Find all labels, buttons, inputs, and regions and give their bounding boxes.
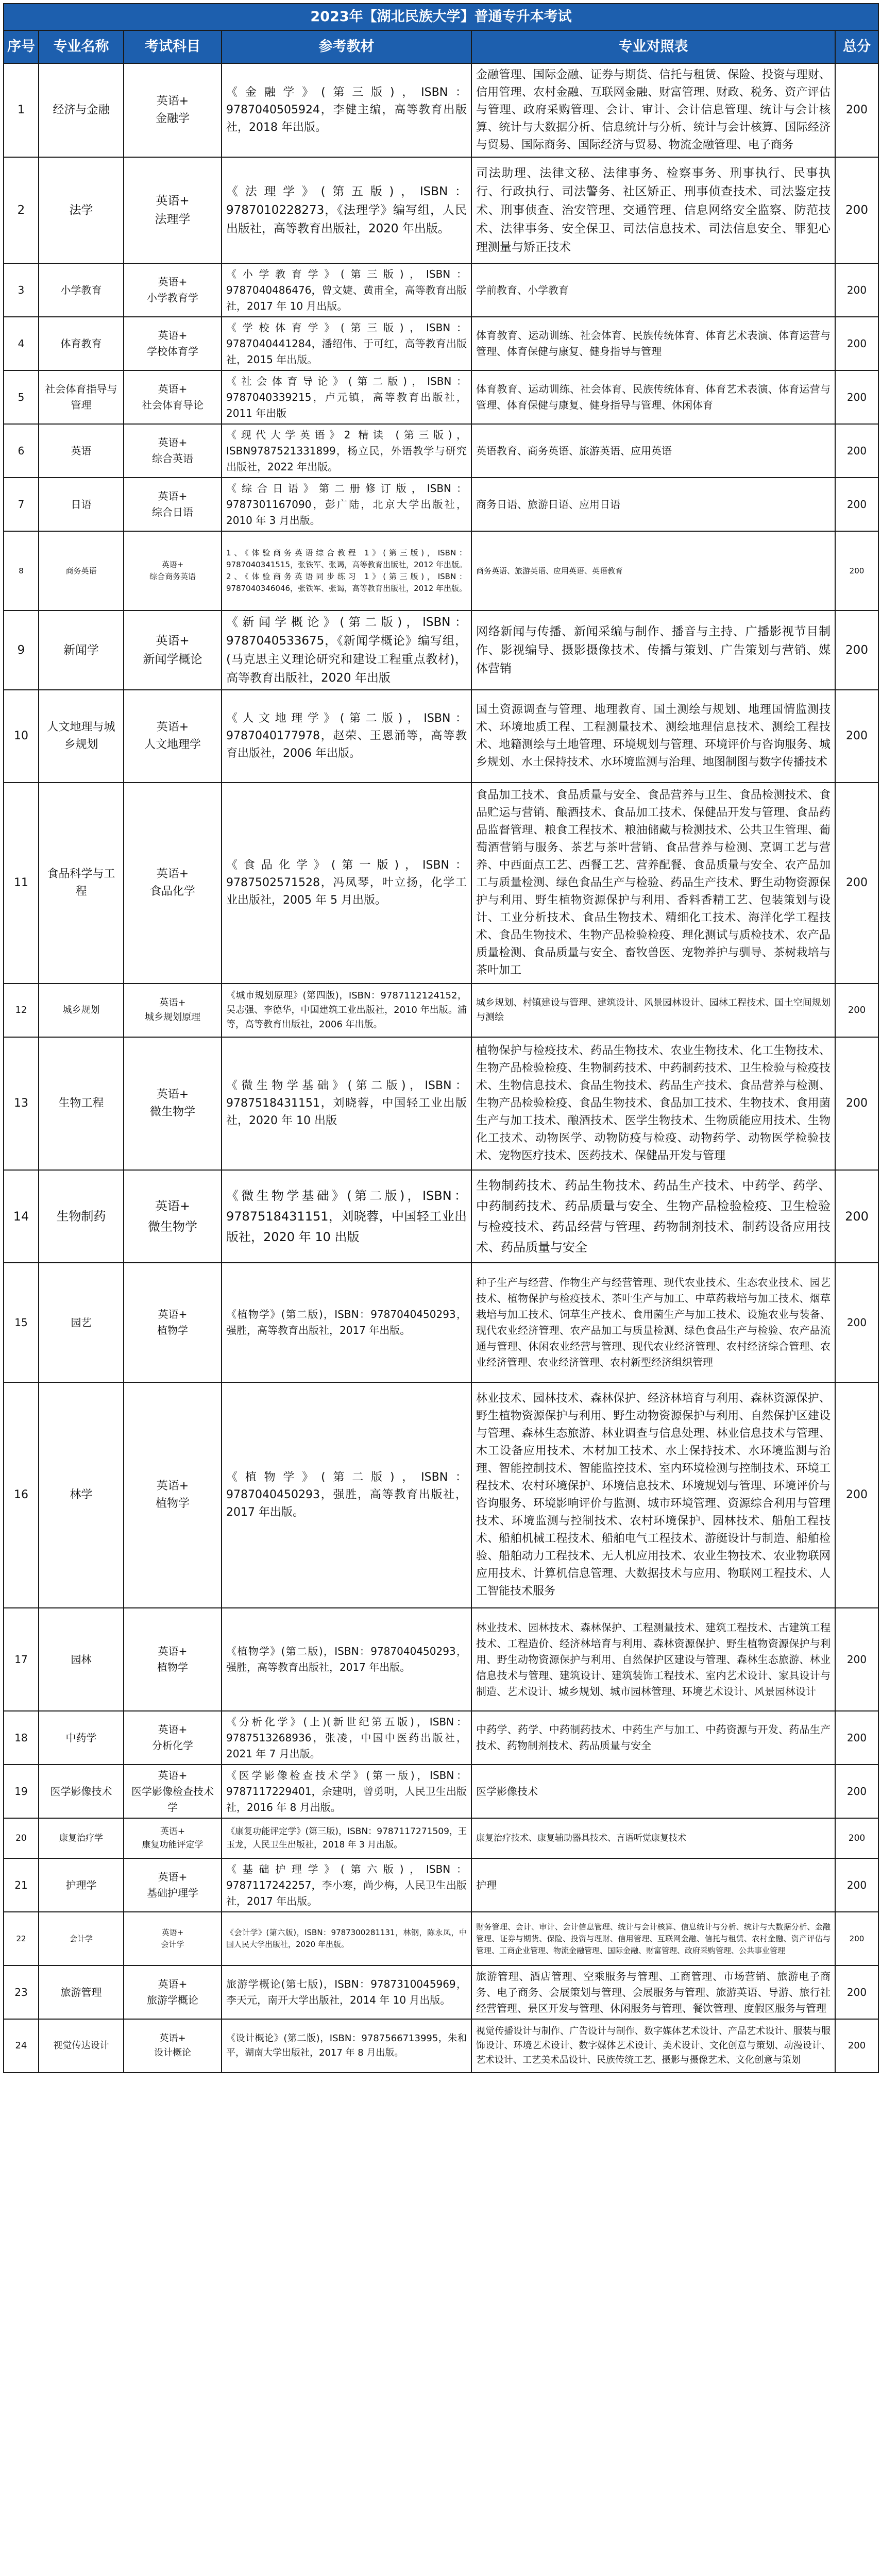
major-name: 中药学 [39,1711,124,1765]
exam-subject: 英语+ 设计概论 [124,2019,222,2073]
table-row [4,317,878,370]
reference-book: 《微生物学基础》(第二版)，ISBN：9787518431151，刘晓蓉，中国轻工业出版社，2020 年 10 出版 [222,1037,471,1170]
total-score: 200 [835,1037,878,1170]
reference-book: 《小学教育学》(第三版)，ISBN：9787040486476，曾文婕、黄甫全，高等教育出版社，2017 年 10 月出版。 [222,263,471,317]
major-mapping: 食品加工技术、食品质量与安全、食品营养与卫生、食品检测技术、食品贮运与营销、酿酒技术、食品加工技术、保健品开发与管理、食品药品监督管理、粮食工程技术、粮油储藏与检测技术、公共卫生管理、葡萄酒营销与服务、茶艺与茶叶营销、食品营养与检测、烹调工艺与营养、中西面点工艺、西餐工艺、营养配餐、食品质量与安全、农产品加工与质量检测、绿色食品生产与检验、药品生产技术、野生动物资源保护与利用、野生植物资源保护与利用、香料香精工艺、包装策划与设计、工业分析技术、食品生物技术、精细化工技术、海洋化学工程技术、食品生物技术、生物产品检验检疫、理化测试与质检技术、农产品质量检测、食品质量与安全、畜牧兽医、宠物养护与驯导、茶树栽培与茶叶加工 [471,783,835,984]
major-name: 园林 [39,1608,124,1711]
row-number: 11 [4,783,39,984]
major-name: 视觉传达设计 [39,2019,124,2073]
major-name: 体育教育 [39,317,124,370]
header-score: 总分 [835,30,878,63]
reference-book: 《分析化学》(上)(新世纪第五版)，ISBN：9787513268936，张凌，中国中医药出版社，2021 年 7 月出版。 [222,1711,471,1765]
reference-book: 《现代大学英语》2 精读 (第三版)，ISBN9787521331899，杨立民，外语教学与研究出版社，2022 年出版。 [222,424,471,478]
header-no: 序号 [4,30,39,63]
major-name: 康复治疗学 [39,1818,124,1858]
major-mapping: 体育教育、运动训练、社会体育、民族传统体育、体育艺术表演、体育运营与管理、体育保健与康复、健身指导与管理、休闲体育 [471,370,835,424]
reference-book: 《医学影像检查技术学》(第一版)，ISBN：9787117229401，余建明，曾勇明，人民卫生出版社，2016 年 8 月出版。 [222,1765,471,1818]
major-mapping: 商务英语、旅游英语、应用英语、英语教育 [471,531,835,611]
major-mapping: 林业技术、园林技术、森林保护、经济林培育与利用、森林资源保护、野生植物资源保护与利用、野生动物资源保护与利用、自然保护区建设与管理、森林生态旅游、林业调查与信息处理、林业信息技术与管理、木工设备应用技术、木材加工技术、水土保持技术、水环境监测与治理、智能控制技术、智能监控技术、室内环境检测与控制技术、环境工程技术、农村环境保护、环境信息技术、环境规划与管理、环境评价与咨询服务、环境影响评价与监测、城市环境管理、资源综合利用与管理技术、环境监测与控制技术、农村环境保护、园林技术、船舶工程技术、船舶机械工程技术、船舶电气工程技术、游艇设计与制造、船舶检验、船舶动力工程技术、无人机应用技术、农业生物技术、农业物联网应用技术、计算机信息管理、大数据技术与应用、物联网工程技术、人工智能技术服务 [471,1382,835,1608]
total-score: 200 [835,1965,878,2019]
exam-subject: 英语+ 社会体育导论 [124,370,222,424]
major-mapping: 中药学、药学、中药制药技术、中药生产与加工、中药资源与开发、药品生产技术、药物制剂技术、药品质量与安全 [471,1711,835,1765]
exam-subject: 英语+ 城乡规划原理 [124,984,222,1037]
major-name: 经济与金融 [39,63,124,157]
major-mapping: 学前教育、小学教育 [471,263,835,317]
row-number: 2 [4,157,39,263]
row-number: 13 [4,1037,39,1170]
row-number: 18 [4,1711,39,1765]
major-name: 人文地理与城乡规划 [39,690,124,783]
exam-subject: 英语+ 食品化学 [124,783,222,984]
header-major: 专业名称 [39,30,124,63]
header-row [4,30,878,63]
exam-subject: 英语+ 人文地理学 [124,690,222,783]
row-number: 10 [4,690,39,783]
row-number: 9 [4,611,39,690]
exam-subject: 英语+ 分析化学 [124,1711,222,1765]
table-row [4,1170,878,1263]
reference-book: 《基础护理学》(第六版)，ISBN：9787117242257，李小寒，尚少梅，人民卫生出版社，2017 年出版。 [222,1858,471,1912]
row-number: 15 [4,1263,39,1382]
major-name: 护理学 [39,1858,124,1912]
table-row [4,1765,878,1818]
row-number: 12 [4,984,39,1037]
major-mapping: 司法助理、法律文秘、法律事务、检察事务、刑事执行、民事执行、行政执行、司法警务、社区矫正、刑事侦查技术、司法鉴定技术、刑事侦查、治安管理、交通管理、信息网络安全监察、防范技术、法律事务、安全保卫、司法信息技术、司法信息安全、罪犯心理测量与矫正技术 [471,157,835,263]
total-score: 200 [835,2019,878,2073]
total-score: 200 [835,63,878,157]
table-row [4,1965,878,2019]
table-row [4,478,878,531]
row-number: 8 [4,531,39,611]
exam-subject: 英语+ 会计学 [124,1912,222,1965]
table-row [4,1263,878,1382]
reference-book: 《学校体育学》(第三版)，ISBN：9787040441284，潘绍伟、于可红，高等教育出版社，2015 年出版。 [222,317,471,370]
reference-book: 《设计概论》(第二版)，ISBN：9787566713995，朱和平，湖南大学出版社，2017 年 8 月出版。 [222,2019,471,2073]
major-name: 园艺 [39,1263,124,1382]
major-name: 小学教育 [39,263,124,317]
table-row [4,531,878,611]
major-name: 商务英语 [39,531,124,611]
exam-subject: 英语+ 法理学 [124,157,222,263]
table-row [4,1912,878,1965]
exam-subject: 英语+ 微生物学 [124,1037,222,1170]
reference-book: 旅游学概论(第七版)，ISBN：9787310045969，李天元，南开大学出版社，2014 年 10 月出版。 [222,1965,471,2019]
table-row [4,1382,878,1608]
row-number: 22 [4,1912,39,1965]
major-name: 英语 [39,424,124,478]
reference-book: 《新闻学概论》(第二版)，ISBN：9787040533675，《新闻学概论》编写组，(马克思主义理论研究和建设工程重点教材)，高等教育出版社，2020 年出版 [222,611,471,690]
table-row [4,424,878,478]
major-mapping: 英语教育、商务英语、旅游英语、应用英语 [471,424,835,478]
row-number: 24 [4,2019,39,2073]
exam-subject: 英语+ 康复功能评定学 [124,1818,222,1858]
reference-book: 《植物学》(第二版)，ISBN：9787040450293，强胜，高等教育出版社，2017 年出版。 [222,1608,471,1711]
reference-book: 《植物学》(第二版)，ISBN：9787040450293，强胜，高等教育出版社，2017 年出版。 [222,1263,471,1382]
major-mapping: 视觉传播设计与制作、广告设计与制作、数字媒体艺术设计、产品艺术设计、服装与服饰设计、环境艺术设计、数字媒体艺术设计、美术设计、文化创意与策划、动漫设计、艺术设计、工艺美术品设计、民族传统工艺、摄影与摄像艺术、文化创意与策划 [471,2019,835,2073]
exam-subject: 英语+ 医学影像检查技术学 [124,1765,222,1818]
reference-book: 《人文地理学》(第二版)，ISBN：9787040177978，赵荣、王恩涌等，高等教育出版社，2006 年出版。 [222,690,471,783]
header-book: 参考教材 [222,30,471,63]
total-score: 200 [835,1765,878,1818]
reference-book: 《微生物学基础》(第二版)，ISBN：9787518431151，刘晓蓉，中国轻工业出版社，2020 年 10 出版 [222,1170,471,1263]
total-score: 200 [835,1608,878,1711]
major-mapping: 网络新闻与传播、新闻采编与制作、播音与主持、广播影视节目制作、影视编导、摄影摄像技术、传播与策划、广告策划与营销、媒体营销 [471,611,835,690]
major-name: 生物工程 [39,1037,124,1170]
major-name: 旅游管理 [39,1965,124,2019]
major-name: 生物制药 [39,1170,124,1263]
reference-book: 《食品化学》(第一版)，ISBN：9787502571528，冯凤琴，叶立扬，化学工业出版社，2005 年 5 月出版。 [222,783,471,984]
total-score: 200 [835,1711,878,1765]
table-title: 2023年【湖北民族大学】普通专升本考试 [4,4,878,30]
major-mapping: 种子生产与经营、作物生产与经营管理、现代农业技术、生态农业技术、园艺技术、植物保护与检疫技术、茶叶生产与加工、中草药栽培与加工技术、烟草栽培与加工技术、饲草生产技术、食用菌生产与加工技术、设施农业与装备、现代农业经济管理、农产品加工与质量检测、绿色食品生产与检验、农产品流通与管理、休闲农业经营与管理、现代农业经济管理、农村经济综合管理、农业经济管理、农业经济管理、农村新型经济组织管理 [471,1263,835,1382]
reference-book: 《综合日语》第二册修订版，ISBN：9787301167090，彭广陆，北京大学出版社，2010 年 3 月出版。 [222,478,471,531]
exam-subject: 英语+ 金融学 [124,63,222,157]
major-mapping: 财务管理、会计、审计、会计信息管理、统计与会计核算、信息统计与分析、统计与大数据分析、金融管理、证券与期货、保险、投资与理财、信用管理、互联网金融、信托与租赁、农村金融、资产评估与管理、工商企业管理、物流金融管理、国际金融、财富管理、政府采购管理、公共事业管理 [471,1912,835,1965]
total-score: 200 [835,690,878,783]
major-mapping: 旅游管理、酒店管理、空乘服务与管理、工商管理、市场营销、旅游电子商务、电子商务、会展策划与管理、会展服务与管理、旅游英语、导游、旅行社经营管理、景区开发与管理、休闲服务与管理、餐饮管理、度假区服务与管理 [471,1965,835,2019]
header-subject: 考试科目 [124,30,222,63]
major-mapping: 康复治疗技术、康复辅助器具技术、言语听觉康复技术 [471,1818,835,1858]
reference-book: 《康复功能评定学》(第三版)，ISBN：9787117271509，王玉龙，人民卫生出版社，2018 年 3 月出版。 [222,1818,471,1858]
reference-book: 《金融学》(第三版)，ISBN：9787040505924，李健主编，高等教育出版社，2018 年出版。 [222,63,471,157]
row-number: 5 [4,370,39,424]
total-score: 200 [835,1263,878,1382]
table-row [4,1818,878,1858]
major-mapping: 医学影像技术 [471,1765,835,1818]
exam-subject: 英语+ 旅游学概论 [124,1965,222,2019]
table-row [4,690,878,783]
major-name: 医学影像技术 [39,1765,124,1818]
major-mapping: 体育教育、运动训练、社会体育、民族传统体育、体育艺术表演、体育运营与管理、体育保健与康复、健身指导与管理 [471,317,835,370]
exam-sheet [3,3,878,2073]
row-number: 3 [4,263,39,317]
exam-subject: 英语+ 小学教育学 [124,263,222,317]
major-name: 法学 [39,157,124,263]
total-score: 200 [835,263,878,317]
total-score: 200 [835,783,878,984]
exam-subject: 英语+ 基础护理学 [124,1858,222,1912]
table-row [4,1858,878,1912]
total-score: 200 [835,984,878,1037]
table-row [4,263,878,317]
total-score: 200 [835,424,878,478]
exam-subject: 英语+ 植物学 [124,1263,222,1382]
table-row [4,783,878,984]
total-score: 200 [835,478,878,531]
reference-book: 1、《体验商务英语综合教程 1》(第三版)，ISBN：9787040341515，张铁军、张谒，高等教育出版社，2012 年出版。 2、《体验商务英语同步练习 1》(第三版)，ISBN：9787040346046，张铁军、张谒，高等教育出版社，2012 年出版。 [222,531,471,611]
table-row [4,370,878,424]
row-number: 23 [4,1965,39,2019]
row-number: 14 [4,1170,39,1263]
table-row [4,1608,878,1711]
table-row [4,63,878,157]
table-row [4,611,878,690]
major-mapping: 国土资源调查与管理、地理教育、国土测绘与规划、地理国情监测技术、环境地质工程、工程测量技术、测绘地理信息技术、测绘工程技术、地籍测绘与土地管理、环境规划与管理、环境评价与咨询服务、城乡规划、水土保持技术、水环境监测与治理、地图制图与数字传播技术 [471,690,835,783]
major-name: 城乡规划 [39,984,124,1037]
major-name: 会计学 [39,1912,124,1965]
exam-subject: 英语+ 综合商务英语 [124,531,222,611]
total-score: 200 [835,611,878,690]
major-mapping: 生物制药技术、药品生物技术、药品生产技术、中药学、药学、中药制药技术、药品质量与安全、生物产品检验检疫、卫生检验与检疫技术、药品经营与管理、药物制剂技术、制药设备应用技术、药品质量与安全 [471,1170,835,1263]
exam-subject: 英语+ 综合日语 [124,478,222,531]
total-score: 200 [835,1382,878,1608]
exam-subject: 英语+ 植物学 [124,1608,222,1711]
major-mapping: 金融管理、国际金融、证券与期货、信托与租赁、保险、投资与理财、信用管理、农村金融、互联网金融、财富管理、财政、税务、资产评估与管理、政府采购管理、会计、审计、会计信息管理、统计与会计核算、统计与大数据分析、信息统计与分析、统计与会计核算、国际经济与贸易、国际商务、国际经济与贸易、物流金融管理、电子商务 [471,63,835,157]
table-row [4,1037,878,1170]
reference-book: 《会计学》(第六版)，ISBN：9787300281131，林钢，陈永凤，中国人民大学出版社，2020 年出版。 [222,1912,471,1965]
table-row [4,984,878,1037]
exam-table [3,3,879,2073]
total-score: 200 [835,1170,878,1263]
major-name: 林学 [39,1382,124,1608]
total-score: 200 [835,1912,878,1965]
row-number: 21 [4,1858,39,1912]
total-score: 200 [835,1818,878,1858]
row-number: 20 [4,1818,39,1858]
table-row [4,157,878,263]
total-score: 200 [835,157,878,263]
exam-subject: 英语+ 综合英语 [124,424,222,478]
row-number: 19 [4,1765,39,1818]
row-number: 1 [4,63,39,157]
reference-book: 《社会体育导论》(第二版)，ISBN：9787040339215，卢元镇，高等教育出版社，2011 年出版 [222,370,471,424]
major-name: 食品科学与工程 [39,783,124,984]
major-name: 社会体育指导与管理 [39,370,124,424]
exam-subject: 英语+ 植物学 [124,1382,222,1608]
row-number: 7 [4,478,39,531]
table-body [4,63,878,2073]
row-number: 6 [4,424,39,478]
major-mapping: 护理 [471,1858,835,1912]
header-target: 专业对照表 [471,30,835,63]
major-name: 新闻学 [39,611,124,690]
total-score: 200 [835,370,878,424]
major-mapping: 商务日语、旅游日语、应用日语 [471,478,835,531]
major-mapping: 植物保护与检疫技术、药品生物技术、农业生物技术、化工生物技术、生物产品检验检疫、生物制药技术、中药制药技术、卫生检验与检疫技术、生物信息技术、食品生物技术、药品生产技术、食品营养与检测、生物产品检验检疫、食品生物技术、食品加工技术、生物技术、食用菌生产与加工技术、酿酒技术、医学生物技术、生物质能应用技术、生物化工技术、动物医学、动物防疫与检疫、动物药学、动物医学检验技术、宠物医疗技术、医药技术、保健品开发与管理 [471,1037,835,1170]
total-score: 200 [835,1858,878,1912]
major-name: 日语 [39,478,124,531]
row-number: 16 [4,1382,39,1608]
row-number: 4 [4,317,39,370]
table-row [4,1711,878,1765]
exam-subject: 英语+ 学校体育学 [124,317,222,370]
total-score: 200 [835,317,878,370]
exam-subject: 英语+ 微生物学 [124,1170,222,1263]
total-score: 200 [835,531,878,611]
reference-book: 《城市规划原理》(第四版)，ISBN：9787112124152，吴志强、李德华，中国建筑工业出版社，2010 年出版。浦等，高等教育出版社，2006 年出版。 [222,984,471,1037]
reference-book: 《植物学》(第二版)，ISBN：9787040450293，强胜，高等教育出版社，2017 年出版。 [222,1382,471,1608]
major-mapping: 城乡规划、村镇建设与管理、建筑设计、风景园林设计、园林工程技术、国土空间规划与测绘 [471,984,835,1037]
table-row [4,2019,878,2073]
row-number: 17 [4,1608,39,1711]
major-mapping: 林业技术、园林技术、森林保护、工程测量技术、建筑工程技术、古建筑工程技术、工程造价、经济林培育与利用、森林资源保护、野生植物资源保护与利用、野生动物资源保护与利用、自然保护区建设与管理、森林生态旅游、林业信息技术与管理、建筑设计、建筑装饰工程技术、室内艺术设计、家具设计与制造、艺术设计、城乡规划、城市园林管理、环境艺术设计、风景园林设计 [471,1608,835,1711]
exam-subject: 英语+ 新闻学概论 [124,611,222,690]
reference-book: 《法理学》(第五版)，ISBN：9787010228273，《法理学》编写组，人民出版社，高等教育出版社，2020 年出版。 [222,157,471,263]
